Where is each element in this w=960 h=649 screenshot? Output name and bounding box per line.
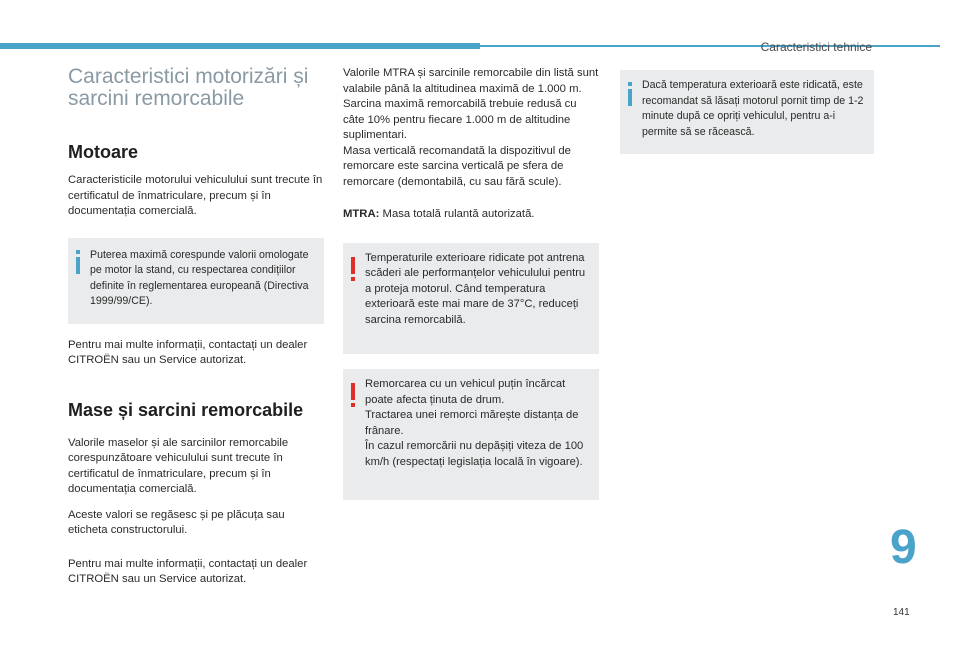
warning-text-temperature: Temperaturile exterioare ridicate pot antrena scăderi ale performanțelor vehiculului pentru a proteja motorul. Când temperatura exterioară este mai mare de 37°C, reduceți sarcina remorcabilă. [365, 251, 586, 326]
paragraph-contact-dealer: Pentru mai multe informații, contactați un dealer CITROËN sau un Service autorizat. [68, 338, 308, 366]
warning-icon [351, 257, 355, 281]
column-middle [343, 66, 599, 500]
header-title: Caracteristici tehnice [760, 40, 872, 54]
info-text-power: Puterea maximă corespunde valorii omologate pe motor la stand, cu respectarea condițiilor definite în reglementarea europeană (Directiva 1999/99/CE). [90, 248, 309, 307]
section-title-motoare: Motoare [68, 142, 139, 162]
column-right [620, 66, 874, 154]
chapter-title: Caracteristici motorizări și sarcini remorcabile [68, 65, 309, 110]
info-text-engine-cooling: Dacă temperatura exterioară este ridicată, este recomandat să lăsați motorul pornit timp de 1-2 minute după ce opriți vehiculul, pentru a-i permite să se răcească. [642, 79, 864, 138]
paragraph-mtra-altitude: Valorile MTRA și sarcinile remorcabile din listă sunt valabile până la altitudinea maximă de 1.000 m. Sarcina maximă remorcabilă trebuie redusă cu câte 10% pentru fiecare 1.000 m de altitudine suplimentari. [343, 67, 599, 141]
warning-text-towing-2: Tractarea unei remorci mărește distanța de frânare. [365, 409, 579, 437]
paragraph-contact-dealer-2: Pentru mai multe informații, contactați un dealer CITROËN sau un Service autorizat. [68, 557, 308, 585]
warning-icon [351, 383, 355, 407]
paragraph-mass-values: Valorile maselor și ale sarcinilor remorcabile corespunzătoare vehiculului sunt trecute în certificatul de înmatriculare, precum și în documentația comercială. [68, 436, 289, 495]
page-number: 141 [893, 607, 910, 618]
paragraph-manufacturer-plate: Aceste valori se regăsesc și pe plăcuța sau eticheta constructorului. [68, 508, 285, 536]
warning-box-temperature [343, 243, 599, 355]
paragraph-mtra-definition [343, 207, 599, 223]
section-title-mase: Mase și sarcini remorcabile [68, 399, 304, 420]
mtra-text: Masa totală rulantă autorizată. [379, 208, 535, 220]
mtra-label: MTRA: [343, 208, 380, 220]
paragraph-vertical-mass: Masa verticală recomandată la dispozitivul de remorcare este sarcina verticală pe sfera de remorcare (demontabilă, cu sau fără scule). [343, 144, 571, 188]
info-box-engine-cooling [620, 70, 874, 154]
info-box-power [68, 238, 324, 324]
info-icon [628, 82, 632, 106]
chapter-number: 9 [890, 521, 917, 574]
paragraph-motor-characteristics: Caracteristicile motorului vehiculului sunt trecute în certificatul de înmatriculare, precum și în documentația comercială. [68, 174, 323, 217]
column-left [68, 66, 324, 588]
warning-text-towing-1: Remorcarea cu un vehicul puțin încărcat poate afecta ținuta de drum. [365, 378, 566, 406]
info-icon [76, 250, 80, 274]
warning-text-towing-3: În cazul remorcării nu depășiți viteza de 100 km/h (respectați legislația locală în vigoare). [365, 440, 584, 468]
header-accent-bar [0, 43, 480, 49]
warning-box-towing [343, 369, 599, 500]
